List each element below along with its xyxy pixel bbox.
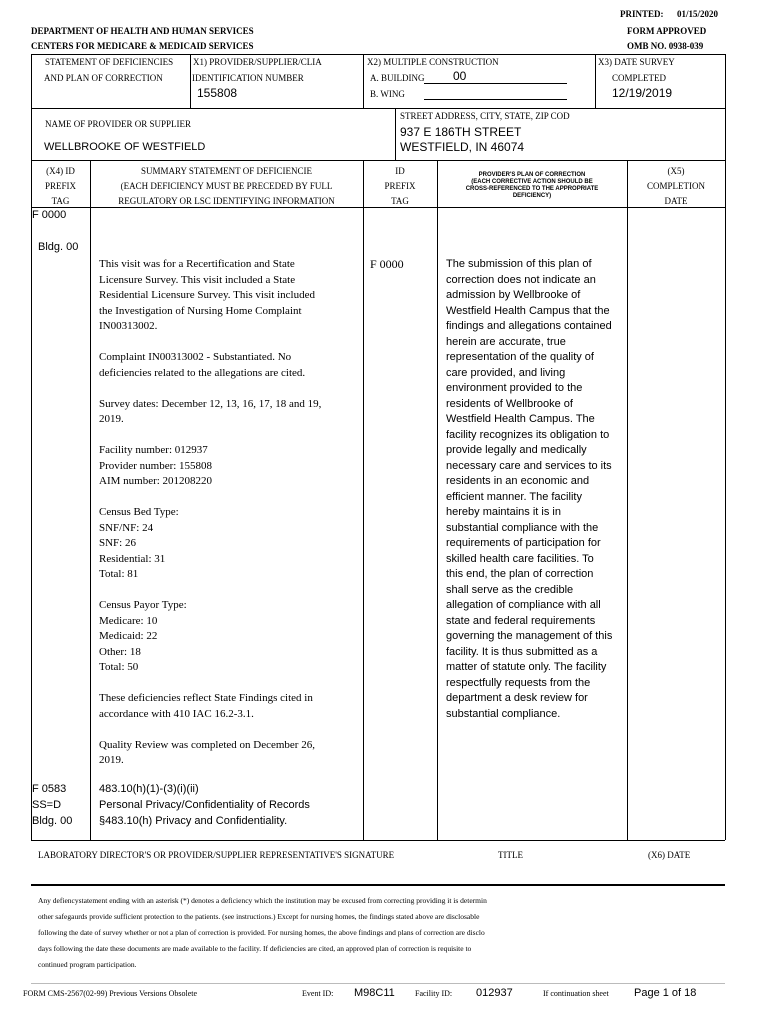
rule — [363, 54, 364, 108]
plan-line: representation of the quality of — [446, 351, 594, 363]
rule — [31, 54, 32, 108]
id-label: ID — [395, 166, 405, 176]
plan-id-tag: F 0000 — [370, 257, 404, 271]
summary-line: Facility number: 012937 — [99, 444, 208, 456]
rule — [395, 108, 396, 160]
id-tag-label: TAG — [391, 196, 409, 206]
x5-label: (X5) — [667, 166, 685, 176]
plan-line: substantial compliance. — [446, 707, 561, 720]
plan-line: residents in an economic and — [446, 475, 590, 487]
summary-line: Other: 18 — [99, 645, 141, 658]
rule — [437, 160, 438, 840]
plan-line: facility recognizes its obligation to — [446, 428, 610, 441]
tag-f0583: F 0583 — [32, 783, 67, 795]
plan-line: department a desk review for — [446, 692, 588, 704]
rule — [31, 884, 725, 886]
disclaimer — [38, 893, 728, 973]
summary-line: These deficiencies reflect State Findings cited in — [99, 692, 313, 704]
plan-line: necessary care and services to its — [446, 459, 612, 472]
address-line-2: WESTFIELD, IN 46074 — [400, 140, 525, 154]
tag-f0000: F 0000 — [32, 209, 67, 221]
plan-line: efficient manner. The facility — [446, 490, 582, 503]
summary-line: Quality Review was completed on December 26, — [99, 738, 315, 751]
event-id-label: Event ID: — [302, 989, 334, 998]
disclaimer-line: Any defiencystatement ending with an asterisk (*) denotes a deficiency which the institution may be excused from correcting providing it is determin — [38, 896, 487, 905]
summary-line: deficiencies related to the allegations are cited. — [99, 366, 306, 379]
plan-line: this end, the plan of correction — [446, 568, 594, 580]
summary-paragraph — [99, 397, 361, 428]
provider-name-label: NAME OF PROVIDER OR SUPPLIER — [45, 119, 192, 129]
provider-id-value: 155808 — [197, 86, 238, 100]
summary-header-1: SUMMARY STATEMENT OF DEFICIENCIE — [140, 166, 313, 176]
plan-line: skilled health care facilities. To — [446, 552, 594, 565]
plan-header-3: CROSS-REFERENCED TO THE APPROPRIATE — [465, 186, 599, 192]
plan-line: matter of statute only. The facility — [446, 661, 607, 673]
plan-line: care provided, and living — [446, 366, 566, 379]
summary-header-2: (EACH DEFICIENCY MUST BE PRECEDED BY FULL — [120, 181, 333, 191]
summary-line: Licensure Survey. This visit included a State — [99, 273, 296, 286]
provider-name: WELLBROOKE OF WESTFIELD — [44, 141, 206, 153]
plan-line: hereby maintains it is in — [446, 506, 561, 518]
facility-id-value: 012937 — [476, 987, 513, 999]
plan-line: requirements of participation for — [446, 537, 601, 549]
summary-line: IN00313002. — [99, 320, 158, 332]
summary-paragraph — [99, 257, 361, 335]
id-prefix-label: PREFIX — [384, 181, 416, 191]
summary-paragraph — [99, 505, 361, 583]
rule — [190, 54, 191, 108]
rule — [595, 54, 596, 108]
statement-label-1: STATEMENT OF DEFICIENCIES — [45, 57, 174, 67]
signature-label: LABORATORY DIRECTOR'S OR PROVIDER/SUPPLIER REPRESENTATIVE'S SIGNATURE — [38, 850, 395, 860]
form-number: FORM CMS-2567(02-99) Previous Versions Obsolete — [23, 989, 198, 998]
x3-label-2: COMPLETED — [612, 73, 666, 83]
summary-line: Residential Licensure Survey. This visit included — [99, 289, 315, 301]
regulation-citation: 483.10(h)(1)-(3)(i)(ii) — [99, 783, 199, 795]
printed-date: 01/15/2020 — [677, 9, 719, 19]
form-approved: FORM APPROVED — [627, 26, 707, 36]
plan-line: correction does not indicate an — [446, 273, 596, 286]
plan-line: admission by Wellbrooke of — [446, 289, 581, 301]
rule — [725, 160, 726, 840]
plan-line: state and federal requirements — [446, 614, 596, 627]
summary-line: Complaint IN00313002 - Substantiated. No — [99, 351, 292, 363]
plan-line: The submission of this plan of — [446, 258, 592, 270]
plan-line: facility. It is thus submitted as a — [446, 645, 598, 658]
summary-line: This visit was for a Recertification and State — [99, 258, 295, 270]
x3-label-1: X3) DATE SURVEY — [598, 57, 675, 67]
summary-paragraph — [99, 443, 361, 490]
page-number: Page 1 of 18 — [634, 987, 697, 999]
rule — [90, 160, 91, 840]
plan-line: governing the management of this — [446, 630, 613, 642]
summary-line: Medicare: 10 — [99, 614, 158, 627]
x4-prefix-label: PREFIX — [44, 181, 76, 191]
disclaimer-line: days following the date these documents are made available to the facility. If deficiencies are cited, an approved plan of correction is requisite to — [38, 944, 472, 953]
plan-header-4: DEFICIENCY) — [512, 193, 552, 199]
summary-line: accordance with 410 IAC 16.2-3.1. — [99, 707, 254, 720]
address-line-1: 937 E 186TH STREET — [400, 125, 522, 139]
x1-label-1: X1) PROVIDER/SUPPLIER/CLIA — [193, 57, 322, 67]
summary-line: Medicaid: 22 — [99, 630, 158, 642]
rule — [31, 840, 725, 841]
printed-label: PRINTED: — [620, 9, 664, 19]
disclaimer-line: continued program participation. — [38, 960, 137, 969]
building-value: 00 — [453, 69, 467, 83]
wing-label: B. WING — [370, 89, 405, 99]
summary-line: Total: 50 — [99, 661, 139, 673]
summary-line: Census Bed Type: — [99, 506, 179, 518]
x4-label: (X4) ID — [46, 166, 75, 176]
summary-line: 2019. — [99, 754, 124, 766]
severity-scope: SS=D — [32, 799, 62, 811]
facility-id-label: Facility ID: — [415, 989, 453, 998]
regulation-subtitle: §483.10(h) Privacy and Confidentiality. — [99, 815, 288, 827]
title-label: TITLE — [498, 850, 523, 860]
summary-line: SNF: 26 — [99, 537, 136, 549]
plan-line: provide legally and medically — [446, 444, 587, 456]
address-label: STREET ADDRESS, CITY, STATE, ZIP COD — [400, 111, 570, 121]
plan-line: respectfully requests from the — [446, 676, 591, 689]
omb-number: OMB NO. 0938-039 — [627, 41, 704, 51]
summary-statement — [99, 257, 361, 784]
summary-line: the Investigation of Nursing Home Complaint — [99, 304, 302, 317]
disclaimer-line: other safegaurds provide sufficient protection to the patients. (see instructions.) Except for nursing homes, the findings stated above are disclosable — [38, 912, 480, 921]
plan-line: herein are accurate, true — [446, 335, 566, 348]
plan-line: Westfield Health Campus. The — [446, 413, 595, 425]
plan-header — [437, 172, 627, 200]
summary-header-3: REGULATORY OR LSC IDENTIFYING INFORMATION — [118, 196, 335, 206]
rule — [31, 54, 725, 55]
summary-paragraph — [99, 598, 361, 676]
x4-tag-label: TAG — [51, 196, 70, 206]
summary-paragraph — [99, 691, 361, 722]
rule — [31, 108, 725, 109]
plan-line: residents of Wellbrooke of — [446, 397, 573, 410]
summary-line: SNF/NF: 24 — [99, 521, 154, 534]
plan-header-2: (EACH CORRECTIVE ACTION SHOULD BE — [471, 179, 593, 185]
plan-line: shall serve as the credible — [446, 583, 574, 596]
plan-line: environment provided to the — [446, 382, 583, 394]
x5-completion-label: COMPLETION — [647, 181, 705, 191]
rule — [31, 983, 725, 984]
regulation-title: Personal Privacy/Confidentiality of Records — [99, 799, 310, 811]
summary-line: Provider number: 155808 — [99, 459, 213, 472]
wing-underline — [424, 99, 567, 100]
survey-date-value: 12/19/2019 — [612, 86, 673, 100]
summary-line: AIM number: 201208220 — [99, 475, 213, 487]
continuation-label: If continuation sheet — [543, 989, 609, 998]
plan-line: allegation of compliance with all — [446, 599, 601, 611]
dept-title: DEPARTMENT OF HEALTH AND HUMAN SERVICES — [31, 26, 254, 36]
statement-label-2: AND PLAN OF CORRECTION — [44, 73, 163, 83]
rule — [725, 54, 726, 108]
rule — [31, 108, 32, 160]
x1-label-2: IDENTIFICATION NUMBER — [192, 73, 304, 83]
rule — [31, 207, 725, 208]
bldg-label-2: Bldg. 00 — [32, 815, 73, 827]
x6-date-label: (X6) DATE — [648, 850, 691, 860]
disclaimer-line: following the date of survey whether or not a plan of correction is provided. For nursing homes, the above findings and plans of correction are disclo — [38, 928, 485, 937]
plan-line: substantial compliance with the — [446, 521, 599, 534]
plan-header-1: PROVIDER'S PLAN OF CORRECTION — [478, 172, 586, 178]
summary-line: Survey dates: December 12, 13, 16, 17, 18 and 19, — [99, 397, 322, 410]
plan-line: findings and allegations contained — [446, 320, 612, 332]
rule — [627, 160, 628, 840]
plan-of-correction — [446, 257, 626, 722]
summary-line: Residential: 31 — [99, 552, 166, 565]
summary-line: 2019. — [99, 413, 124, 425]
rule — [31, 160, 725, 161]
bldg-label: Bldg. 00 — [38, 241, 79, 253]
rule — [363, 160, 364, 840]
plan-line: Westfield Health Campus that the — [446, 304, 610, 317]
centers-title: CENTERS FOR MEDICARE & MEDICAID SERVICES — [31, 41, 254, 51]
rule — [725, 108, 726, 160]
building-label: A. BUILDING — [370, 73, 425, 83]
event-id-value: M98C11 — [354, 987, 395, 999]
summary-paragraph — [99, 350, 361, 381]
summary-line: Census Payor Type: — [99, 599, 187, 611]
rule — [31, 160, 32, 840]
building-underline — [424, 83, 567, 84]
x5-date-label: DATE — [664, 196, 688, 206]
summary-paragraph — [99, 738, 361, 769]
x2-label: X2) MULTIPLE CONSTRUCTION — [367, 57, 499, 67]
summary-line: Total: 81 — [99, 568, 139, 580]
